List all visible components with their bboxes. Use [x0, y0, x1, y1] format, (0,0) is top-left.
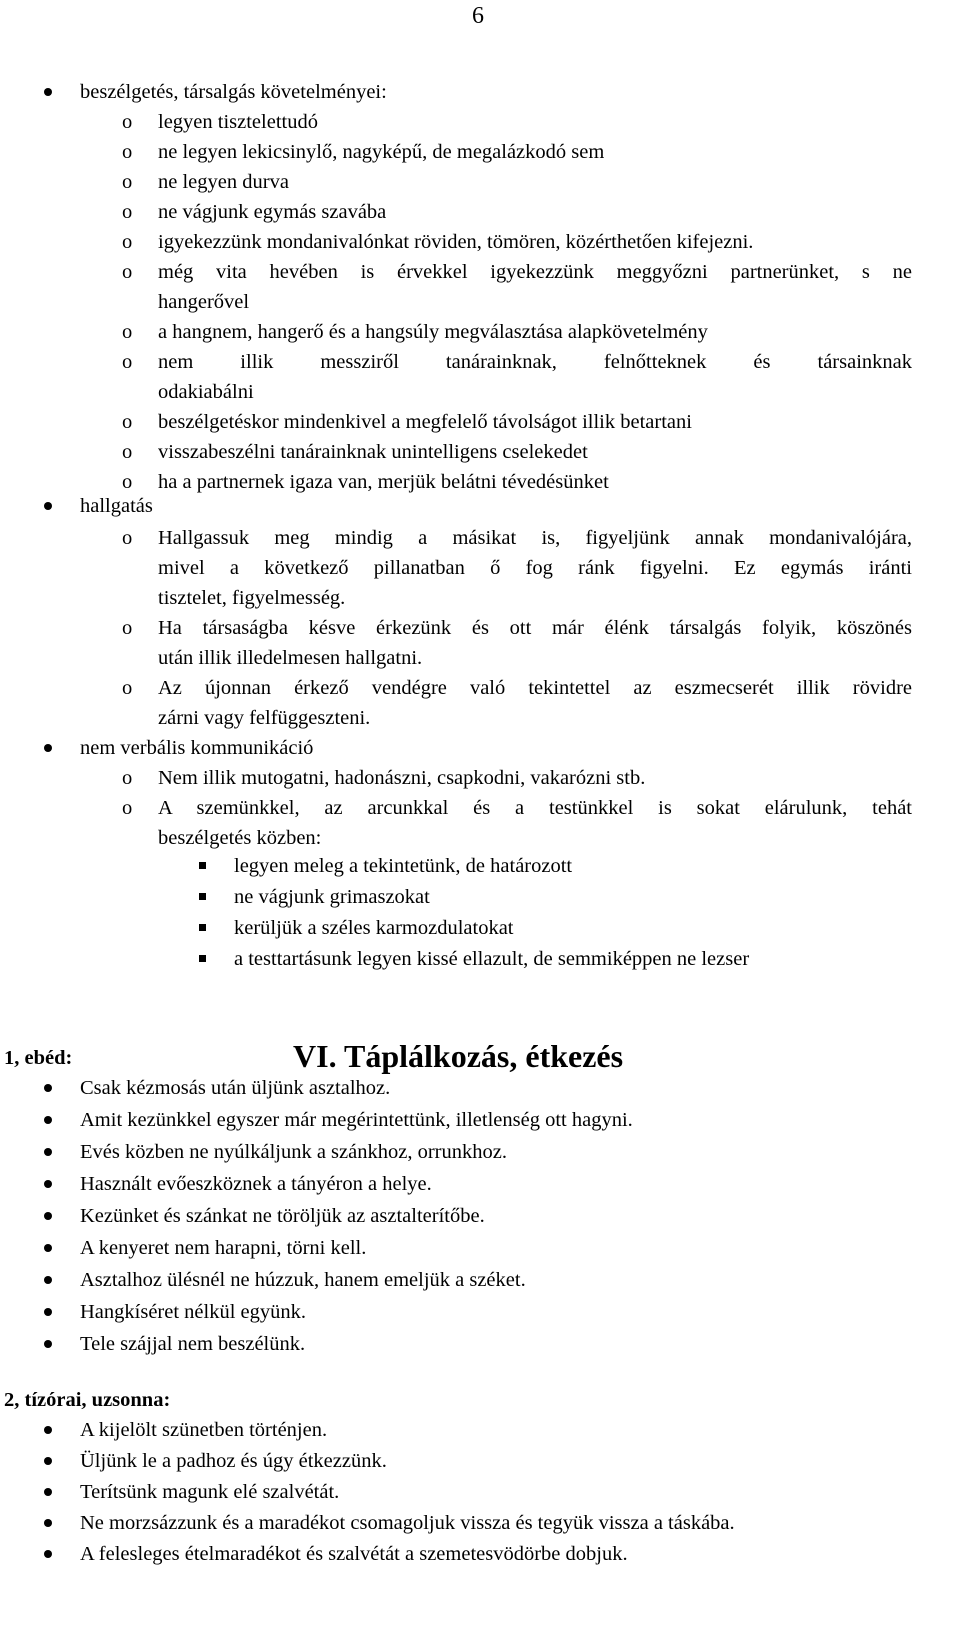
list-item-line: után illik illedelmesen hallgatni. [158, 647, 423, 669]
list-item-line: ne vágjunk egymás szavába [158, 201, 387, 223]
sub-list-item: legyen meleg a tekintetünk, de határozott [234, 855, 573, 877]
subsection-heading: 2, tízórai, uzsonna: [4, 1389, 171, 1411]
list-item: Amit kezünkkel egyszer már megérintettünk, illetlenség ott hagyni. [80, 1109, 633, 1131]
bullet-circle: o [122, 351, 133, 373]
list-item: A felesleges ételmaradékot és szalvétát a szemetesvödörbe dobjuk. [80, 1543, 628, 1565]
list-item-line: legyen tisztelettudó [158, 111, 318, 133]
sub-list-item: kerüljük a széles karmozdulatokat [234, 917, 514, 939]
bullet-dot [44, 1519, 52, 1527]
bullet-circle: o [122, 231, 133, 253]
list-heading: beszélgetés, társalgás követelményei: [80, 81, 387, 103]
list-item-line: tisztelet, figyelmesség. [158, 587, 346, 609]
bullet-circle: o [122, 261, 133, 283]
list-item-line: odakiabálni [158, 381, 254, 403]
bullet-dot [44, 1084, 52, 1092]
bullet-dot [44, 1457, 52, 1465]
list-item-line: a hangnem, hangerő és a hangsúly megválasztása alapkövetelmény [158, 321, 708, 343]
list-item-line: Hallgassuk meg mindig a másikat is, figyeljünk annak mondanivalójára, [158, 527, 912, 549]
bullet-square [199, 893, 206, 900]
list-item-line: A szemünkkel, az arcunkkal és a testünkkel is sokat elárulunk, tehát [158, 797, 912, 819]
list-item-line: Ha társaságba késve érkezünk és ott már élénk társalgás folyik, köszönés [158, 617, 912, 639]
bullet-circle: o [122, 677, 133, 699]
list-item-line: hangerővel [158, 291, 250, 313]
list-item: Terítsünk magunk elé szalvétát. [80, 1481, 340, 1503]
list-item: Használt evőeszköznek a tányéron a helye. [80, 1173, 432, 1195]
bullet-circle: o [122, 797, 133, 819]
list-item-line: visszabeszélni tanárainknak unintelligens cselekedet [158, 441, 588, 463]
bullet-dot [44, 1308, 52, 1316]
list-item: Ne morzsázzunk és a maradékot csomagoljuk vissza és tegyük vissza a táskába. [80, 1512, 735, 1534]
bullet-dot [44, 1488, 52, 1496]
list-item-line: zárni vagy felfüggeszteni. [158, 707, 371, 729]
bullet-square [199, 955, 206, 962]
bullet-dot [44, 1276, 52, 1284]
list-item: Csak kézmosás után üljünk asztalhoz. [80, 1077, 391, 1099]
bullet-circle: o [122, 527, 133, 549]
bullet-dot [44, 1180, 52, 1188]
list-item-line: ha a partnernek igaza van, merjük belátni tévedésünket [158, 471, 609, 493]
subsection-heading: 1, ebéd: [4, 1047, 73, 1069]
list-item: Evés közben ne nyúlkáljunk a szánkhoz, orrunkhoz. [80, 1141, 507, 1163]
bullet-dot [44, 1244, 52, 1252]
bullet-circle: o [122, 767, 133, 789]
bullet-dot [44, 1212, 52, 1220]
bullet-dot [44, 1148, 52, 1156]
bullet-dot [44, 88, 52, 96]
bullet-circle: o [122, 111, 133, 133]
bullet-circle: o [122, 321, 133, 343]
bullet-circle: o [122, 411, 133, 433]
bullet-dot [44, 1426, 52, 1434]
bullet-circle: o [122, 617, 133, 639]
list-heading: hallgatás [80, 495, 153, 517]
bullet-square [199, 862, 206, 869]
list-item-line: Nem illik mutogatni, hadonászni, csapkodni, vakarózni stb. [158, 767, 646, 789]
bullet-circle: o [122, 171, 133, 193]
list-item: Hangkíséret nélkül együnk. [80, 1301, 307, 1323]
list-item: Asztalhoz ülésnél ne húzzuk, hanem emeljük a széket. [80, 1269, 526, 1291]
list-item-line: beszélgetéskor mindenkivel a megfelelő távolságot illik betartani [158, 411, 692, 433]
list-item-line: még vita hevében is érvekkel igyekezzünk meggyőzni partnerünket, s ne [158, 261, 912, 283]
bullet-dot [44, 502, 52, 510]
bullet-dot [44, 744, 52, 752]
section-title: VI. Táplálkozás, étkezés [293, 1038, 624, 1074]
bullet-dot [44, 1116, 52, 1124]
bullet-dot [44, 1340, 52, 1348]
bullet-circle: o [122, 201, 133, 223]
list-item: Tele szájjal nem beszélünk. [80, 1333, 306, 1355]
list-item-line: igyekezzünk mondanivalónkat röviden, tömören, közérthetően kifejezni. [158, 231, 754, 253]
list-item-line: ne legyen lekicsinylő, nagyképű, de megalázkodó sem [158, 141, 605, 163]
list-item: Kezünket és szánkat ne töröljük az asztalterítőbe. [80, 1205, 485, 1227]
list-item-line: ne legyen durva [158, 171, 289, 193]
list-item-line: beszélgetés közben: [158, 827, 322, 849]
list-item: Üljünk le a padhoz és úgy étkezzünk. [80, 1450, 387, 1472]
list-item-line: nem illik messziről tanárainknak, felnőtteknek és társainknak [158, 351, 912, 373]
bullet-circle: o [122, 141, 133, 163]
list-item-line: mivel a következő pillanatban ő fog ránk figyelni. Ez egymás iránti [158, 557, 912, 579]
page-number: 6 [472, 3, 484, 29]
sub-list-item: ne vágjunk grimaszokat [234, 886, 430, 908]
bullet-circle: o [122, 441, 133, 463]
list-item-line: Az újonnan érkező vendégre való tekintettel az eszmecserét illik rövidre [158, 677, 912, 699]
bullet-circle: o [122, 471, 133, 493]
bullet-square [199, 924, 206, 931]
list-item: A kenyeret nem harapni, törni kell. [80, 1237, 367, 1259]
sub-list-item: a testtartásunk legyen kissé ellazult, de semmiképpen ne lezser [234, 948, 750, 970]
bullet-dot [44, 1550, 52, 1558]
list-heading: nem verbális kommunikáció [80, 737, 314, 759]
list-item: A kijelölt szünetben történjen. [80, 1419, 328, 1441]
